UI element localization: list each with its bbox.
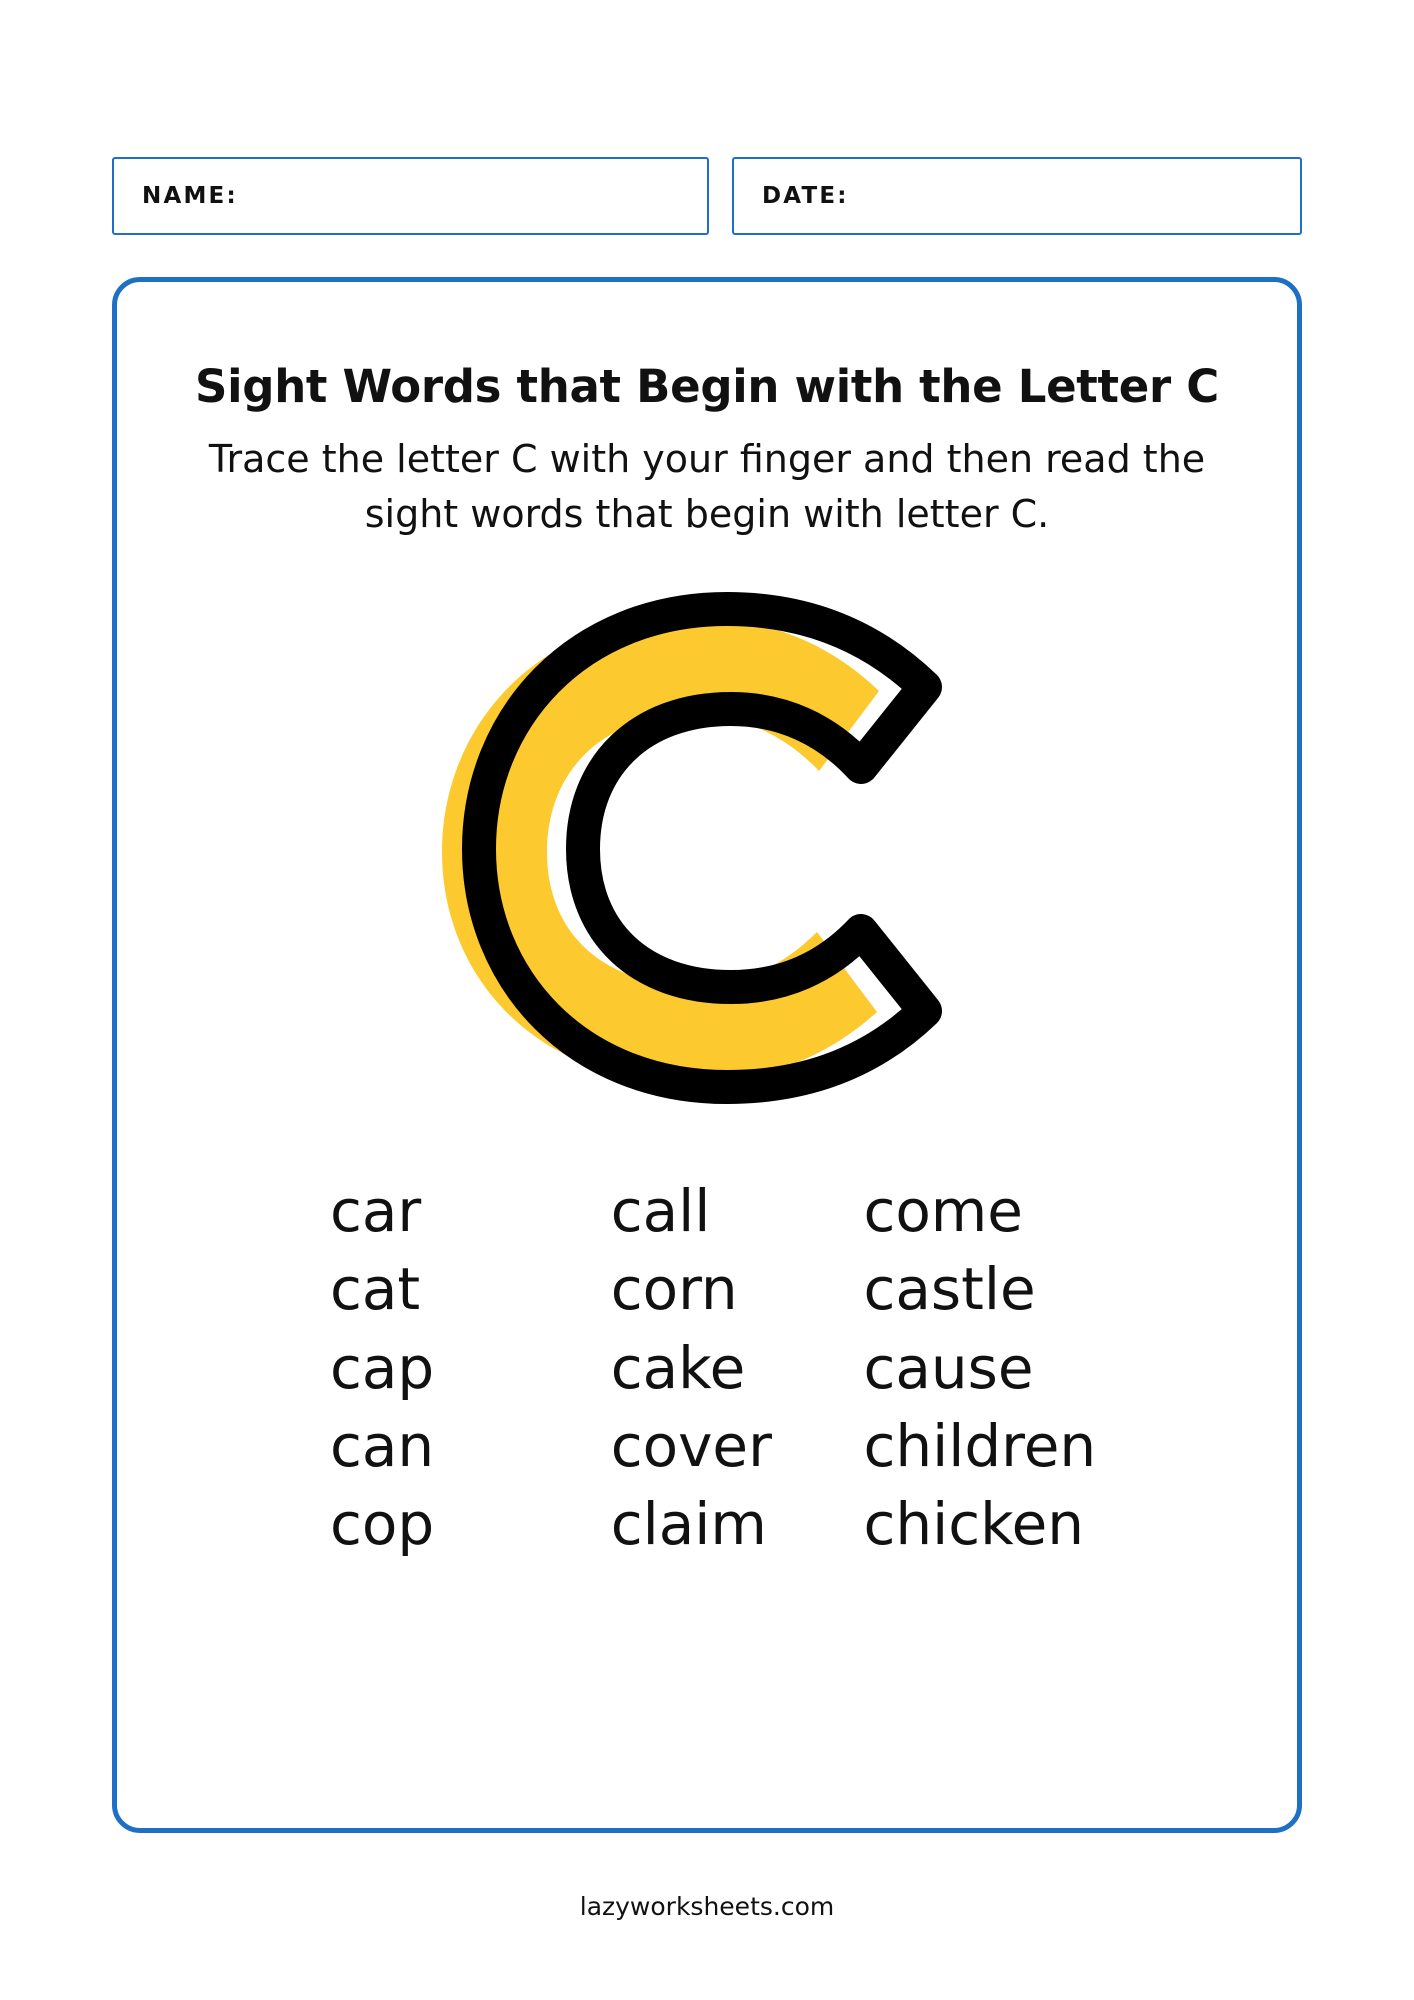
page-title: Sight Words that Begin with the Letter C [195,360,1219,413]
letter-illustration [117,567,1297,1127]
word-item: cat [330,1255,421,1324]
word-item: cap [330,1333,435,1402]
date-label: DATE: [762,183,849,209]
word-item: corn [610,1255,738,1324]
word-item: children [863,1411,1097,1480]
word-item: cop [330,1490,435,1559]
word-item: cover [610,1411,772,1480]
letter-c-fill [442,617,879,1082]
name-field[interactable] [112,157,709,235]
word-item: car [330,1177,422,1245]
letter-c-graphic [387,587,1027,1107]
header-fields [112,157,1302,235]
word-item: can [330,1411,435,1480]
word-item: chicken [863,1490,1085,1559]
word-item: come [863,1177,1023,1245]
footer-site: lazyworksheets.com [579,1892,835,1921]
word-column-3 [863,1172,1212,1563]
name-label: NAME: [142,183,238,209]
word-column-2 [583,1172,864,1563]
word-column-1 [212,1172,583,1563]
instructions-text: Trace the letter C with your finger and then read the sight words that begin with letter C. [208,437,1206,537]
date-field[interactable] [732,157,1302,235]
word-lists [212,1172,1212,1563]
word-item: call [610,1177,711,1245]
word-item: claim [610,1490,767,1559]
word-item: castle [863,1255,1036,1324]
word-item: cause [863,1333,1034,1402]
word-item: cake [610,1333,746,1402]
worksheet-card [112,277,1302,1833]
